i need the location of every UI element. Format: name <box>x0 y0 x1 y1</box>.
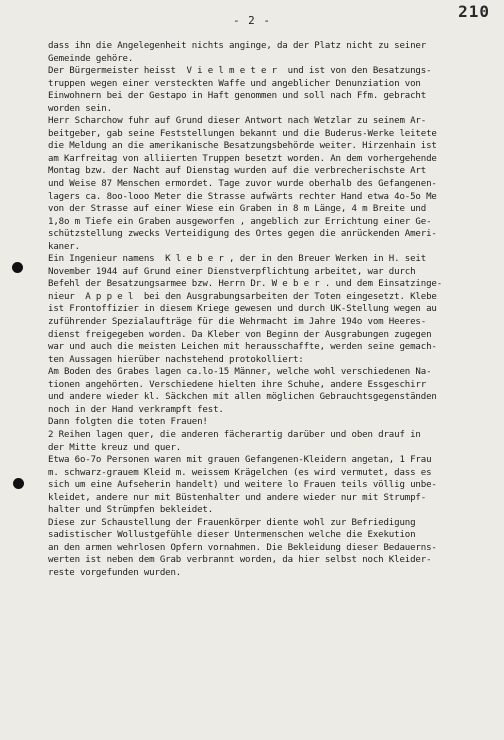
text-line: ten Aussagen hierüber nachstehend protokolliert: <box>48 354 304 365</box>
text-line: 1,8o m Tiefe ein Graben ausgeworfen , angeblich zur Errichtung einer Ge- <box>48 216 432 227</box>
text-line: und Weise 87 Menschen ermordet. Tage zuvor wurde oberhalb des Gefangenen- <box>48 179 437 190</box>
text-line: truppen wegen einer versteckten Waffe und angeblicher Denunziation von <box>48 78 421 89</box>
text-line: nieur A p p e l bei den Ausgrabungsarbeiten der Toten eingesetzt. Klebe <box>48 291 437 302</box>
page-number: - 2 - <box>232 14 272 27</box>
text-line: an den armen wehrlosen Opfern vornahmen. Die Bekleidung dieser Bedauerns- <box>48 542 437 553</box>
text-line: werten ist neben dem Grab verbrannt worden, da hier selbst noch Kleider- <box>48 555 432 566</box>
text-line: halter und Strümpfen bekleidet. <box>48 505 214 516</box>
text-line: der Mitte kreuz und quer. <box>48 442 182 453</box>
text-line: sadistischer Wollustgefühle dieser Untermenschen welche die Exekution <box>48 530 416 541</box>
text-line: Gemeinde gehöre. <box>48 53 134 64</box>
text-line: Ein Ingenieur namens K l e b e r , der in den Breuer Werken in H. seit <box>48 254 427 265</box>
text-line: und andere wieder kl. Säckchen mit allen möglichen Gebrauchtsgegenständen <box>48 392 437 403</box>
text-line: 2 Reihen lagen quer, die anderen fächerartig darüber und oben drauf in <box>48 429 421 440</box>
text-line: Der Bürgermeister heisst V i e l m e t e r und ist von den Besatzungs- <box>48 66 432 77</box>
text-line: Herr Scharchow fuhr auf Grund dieser Antwort nach Wetzlar zu seinem Ar- <box>48 116 427 127</box>
text-line: Diese zur Schaustellung der Frauenkörper diente wohl zur Befriedigung <box>48 517 416 528</box>
text-line: von der Strasse auf einer Wiese ein Graben in 8 m Länge, 4 m Breite und <box>48 204 427 215</box>
text-line: Dann folgten die toten Frauen! <box>48 417 208 428</box>
text-line: Einwohnern bei der Gestapo in Haft genommen und soll nach Ffm. gebracht <box>48 91 427 102</box>
text-line: Etwa 6o-7o Personen waren mit grauen Gefangenen-Kleidern angetan, 1 Frau <box>48 455 432 466</box>
text-line: November 1944 auf Grund einer Dienstverpflichtung arbeitet, war durch <box>48 266 416 277</box>
text-line: schützstellung zwecks Verteidigung des Ortes gegen die anrückenden Ameri- <box>48 229 437 240</box>
text-line: lagers ca. 8oo-looo Meter die Strasse aufwärts rechter Hand etwa 4o-5o Me <box>48 191 437 202</box>
text-line: zuführender Spezialaufträge für die Wehrmacht im Jahre 194o vom Heeres- <box>48 317 427 328</box>
text-line: beitgeber, gab seine Feststellungen bekannt und die Buderus-Werke leitete <box>48 128 437 139</box>
text-line: ist Frontoffizier in diesem Kriege gewesen und durch UK-Stellung wegen au <box>48 304 437 315</box>
text-line: die Meldung an die amerikanische Besatzungsbehörde weiter. Hirzenhain ist <box>48 141 437 152</box>
body-text <box>48 40 502 580</box>
text-line: Befehl der Besatzungsarmee bzw. Herrn Dr. W e b e r . und dem Einsatzinge- <box>48 279 443 290</box>
text-line: am Karfreitag von alliierten Truppen besetzt worden. An dem vorhergehende <box>48 153 437 164</box>
text-line: worden sein. <box>48 103 112 114</box>
text-line: m. schwarz-grauem Kleid m. weissem Krägelchen (es wird vermutet, dass es <box>48 467 432 478</box>
text-line: Am Boden des Grabes lagen ca.lo-15 Männer, welche wohl verschiedenen Na- <box>48 367 432 378</box>
punch-hole-bottom <box>13 478 24 489</box>
text-line: noch in der Hand verkrampft fest. <box>48 404 224 415</box>
text-line: dass ihn die Angelegenheit nichts anginge, da der Platz nicht zu seiner <box>48 41 427 51</box>
punch-hole-top <box>12 262 23 273</box>
text-line: kleidet, andere nur mit Büstenhalter und andere wieder nur mit Strumpf- <box>48 492 427 503</box>
text-line: Montag bzw. der Nacht auf Dienstag wurden auf die verbrecherischste Art <box>48 166 427 177</box>
text-line: dienst freigegeben worden. Da Kleber von Beginn der Ausgrabungen zugegen <box>48 329 432 340</box>
text-line: reste vorgefunden wurden. <box>48 567 182 578</box>
archive-number: 210 <box>458 2 490 21</box>
text-line: tionen angehörten. Verschiedene hielten ihre Schuhe, andere Essgeschirr <box>48 379 427 390</box>
text-line: sich um eine Aufseherin handelt) und weitere lo Frauen teils völlig unbe- <box>48 480 437 491</box>
text-line: kaner. <box>48 241 80 252</box>
text-line: war und auch die meisten Leichen mit herausschaffte, werden seine gemach- <box>48 342 437 353</box>
